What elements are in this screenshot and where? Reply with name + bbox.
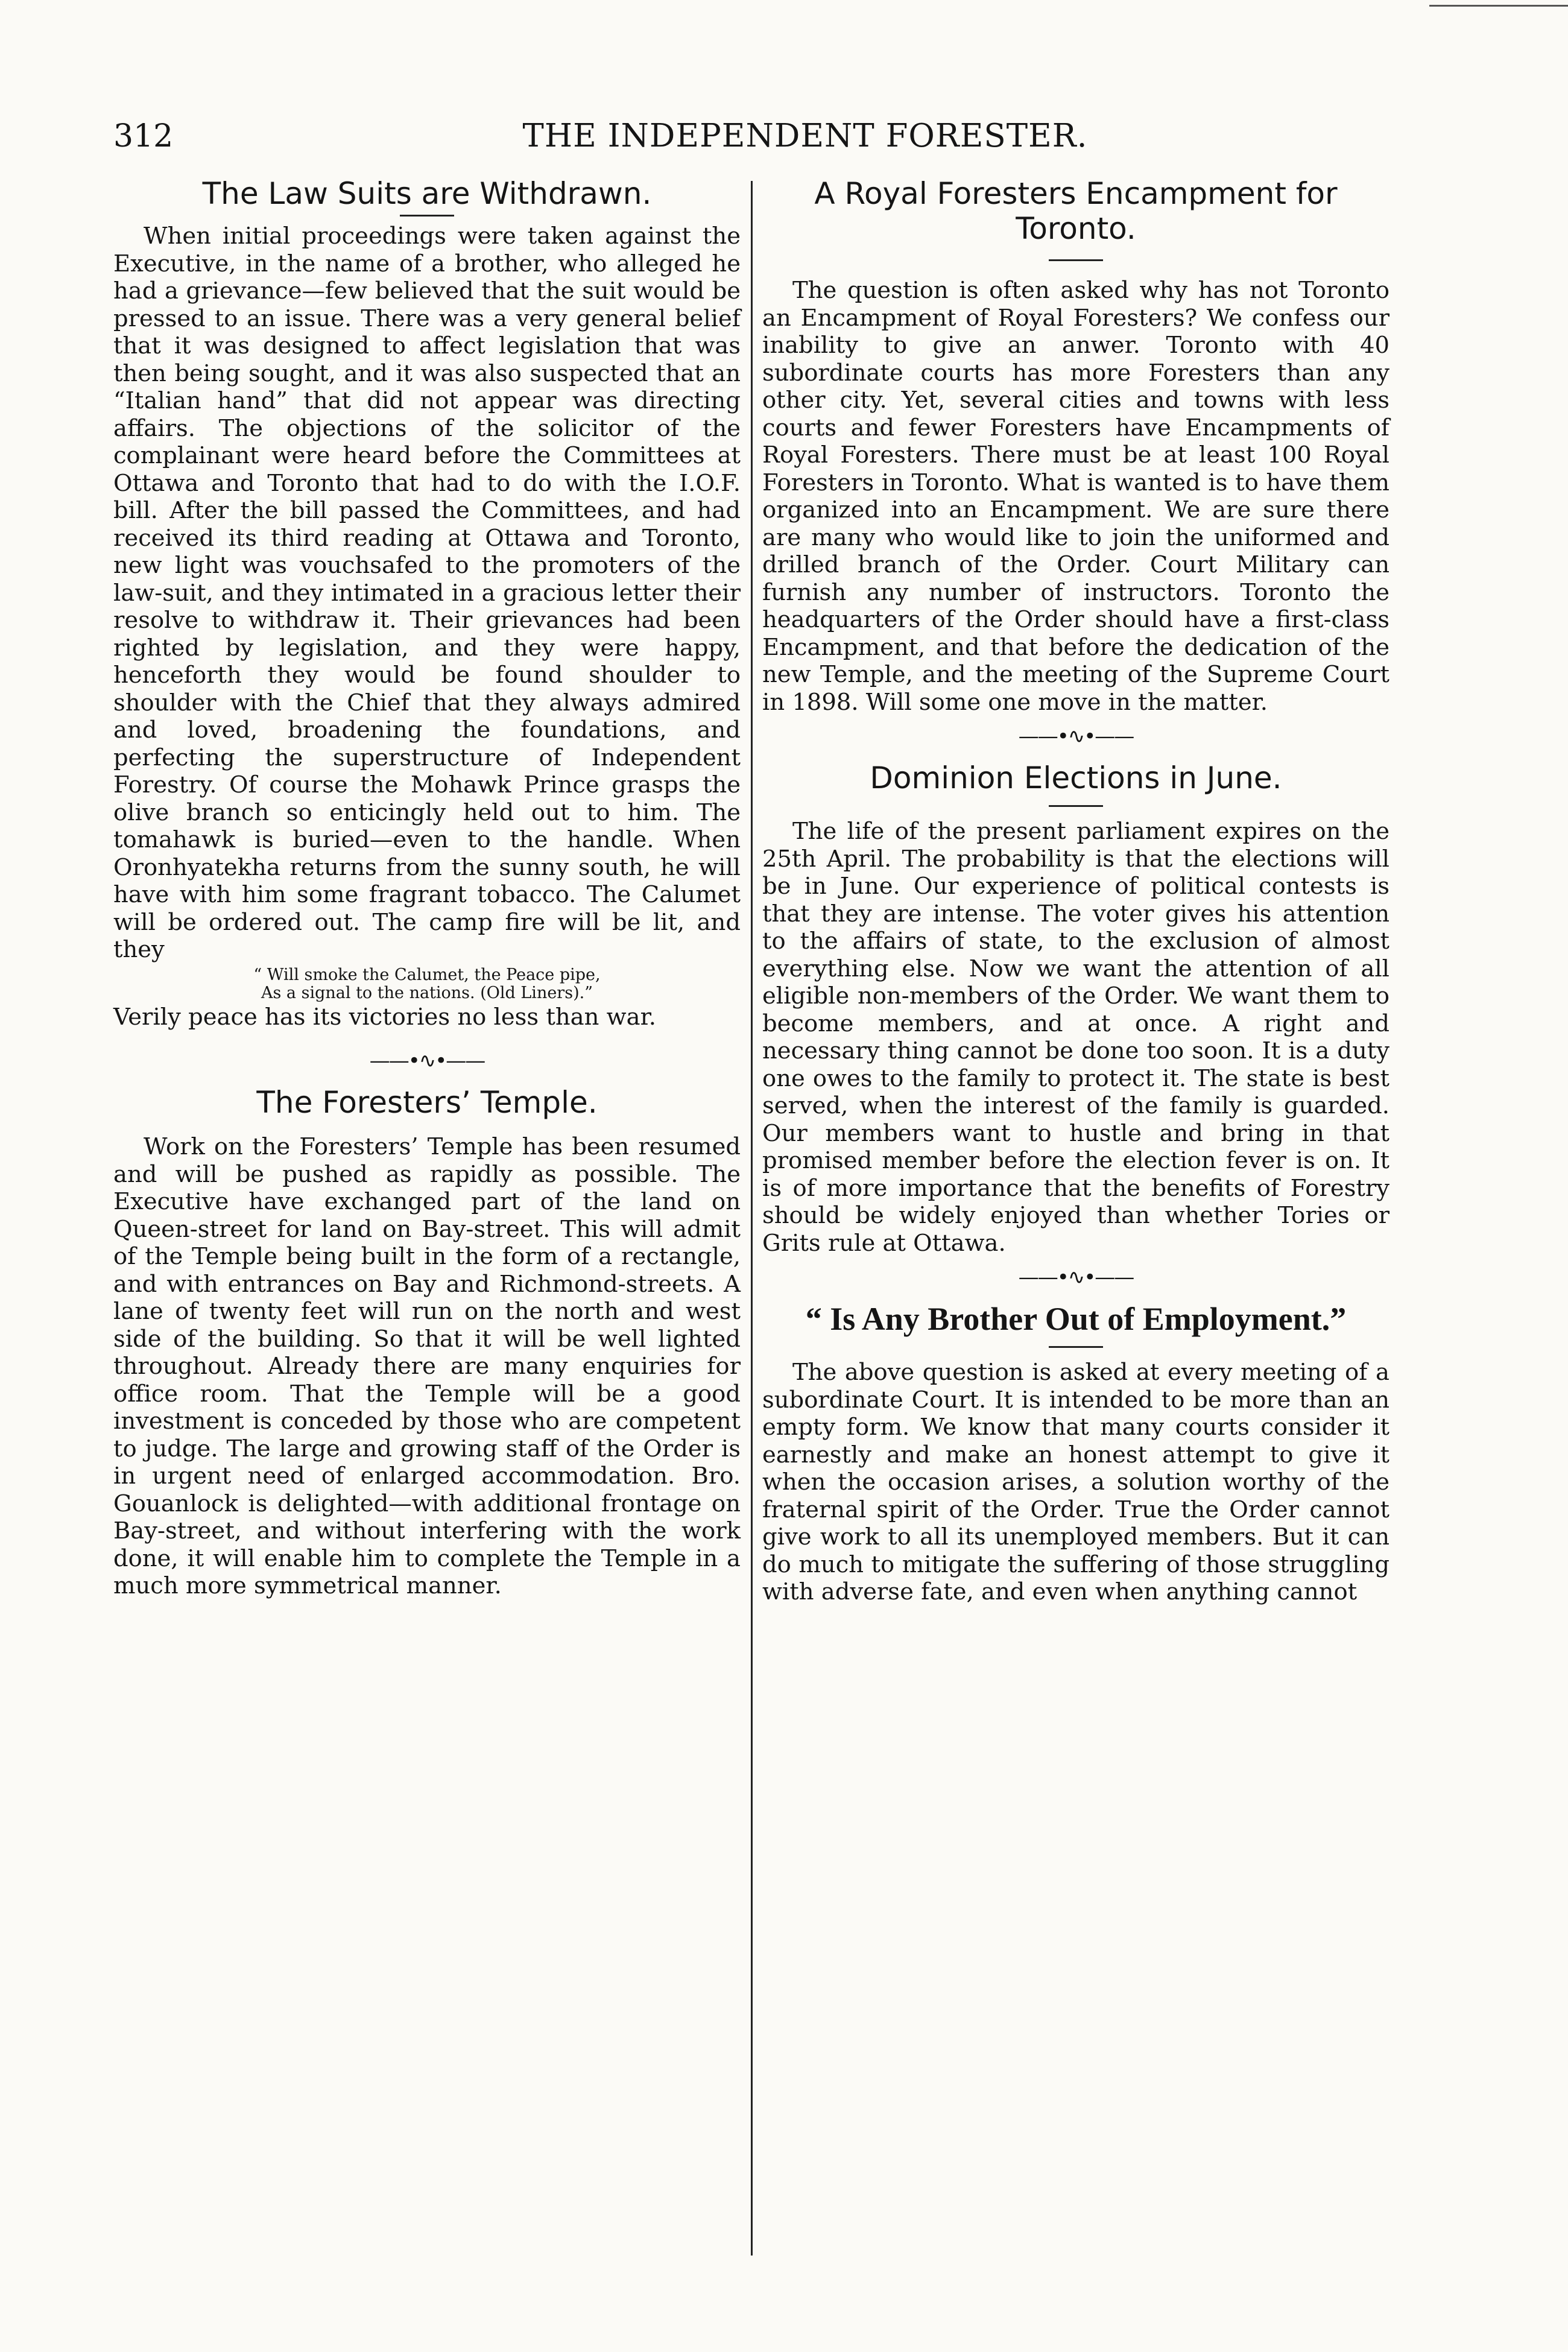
article-law-suits xyxy=(113,176,741,1031)
article-body: Work on the Foresters’ Temple has been resumed and will be pushed as rapidly as possible. The Executive have exchanged part of the land on Queen-street for land on Bay-street. This will admit of the Temple being built in the form of a rectangle, and with entrances on Bay and Richmond-streets. A lane of twenty feet will run on the north and west side of the building. So that it will be well lighted throughout. Already there are many enquiries for office room. That the Temple will be a good investment is conceded by those who are competent to judge. The large and growing staff of the Order is in urgent need of enlarged accommodation. Bro. Gouanlock is delighted—with additional frontage on Bay-street, and without interfering with the work done, it will enable him to complete the Temple in a much more symmetrical manner. xyxy=(113,1133,741,1599)
article-dominion-elections xyxy=(762,760,1389,1257)
article-foresters-temple xyxy=(113,1085,741,1600)
article-title: Dominion Elections in June. xyxy=(870,760,1282,795)
article-brother-employment xyxy=(762,1301,1389,1606)
title-rule xyxy=(1049,805,1103,807)
column-divider xyxy=(751,181,753,2256)
article-title: A Royal Foresters Encampment for Toronto. xyxy=(814,176,1338,246)
section-ornament: ——•∿•—— xyxy=(1018,724,1134,748)
article-title: The Foresters’ Temple. xyxy=(256,1085,598,1120)
article-title: The Law Suits are Withdrawn. xyxy=(202,176,652,211)
verse-line: “ Will smoke the Calumet, the Peace pipe, xyxy=(253,965,601,984)
article-body: The above question is asked at every meeting of a subordinate Court. It is intended to be more than an empty form. We know that many courts consider it earnestly and make an honest attempt to give it when the occasion arises, a solution worthy of the fraternal spirit of the Order. True the Order cannot give work to all its unemployed members. But it can do much to mitigate the suffering of those struggling with adverse fate, and even when anything cannot xyxy=(762,1359,1389,1605)
section-ornament: ——•∿•—— xyxy=(1018,1265,1134,1289)
left-column xyxy=(113,176,741,1600)
article-royal-foresters xyxy=(762,176,1389,716)
article-body: The question is often asked why has not Toronto an Encampment of Royal Foresters? We confess our inability to give an anwer. Toronto with 40 subordinate courts has more Foresters than any other city. Yet, several cities and towns with less courts and fewer Foresters have Encampments of Royal Foresters. There must be at least 100 Royal Foresters in Toronto. What is wanted is to have them organized into an Encampment. We are sure there are many who would like to join the uniformed and drilled branch of the Order. Court Military can furnish any number of instructors. Toronto the headquarters of the Order should have a first-class Encampment, and that before the dedication of the new Temple, and the meeting of the Supreme Court in 1898. Will some one move in the matter. xyxy=(762,277,1389,716)
right-column xyxy=(762,176,1389,1606)
article-body: The life of the present parliament expires on the 25th April. The probability is that the elections will be in June. Our experience of political contests is that they are intense. The voter gives his attention to the affairs of state, to the exclusion of almost everything else. Now we want the attention of all eligible non-members of the Order. We want them to become members, and at once. A right and necessary thing cannot be done too soon. It is a duty one owes to the family to protect it. The state is best served, when the interest of the family is guarded. Our members want to hustle and bring in that promised member before the election fever is on. It is of more importance that the benefits of Forestry should be widely enjoyed than whether Tories or Grits rule at Ottawa. xyxy=(762,818,1389,1257)
title-rule xyxy=(1049,1346,1103,1348)
verse-line: As a signal to the nations. (Old Liners).” xyxy=(261,983,593,1002)
article-title: “ Is Any Brother Out of Employment.” xyxy=(805,1301,1347,1337)
page-number: 312 xyxy=(113,118,174,154)
running-head-title: THE INDEPENDENT FORESTER. xyxy=(522,118,1088,154)
title-rule xyxy=(400,215,454,217)
article-body: When initial proceedings were taken against the Executive, in the name of a brother, who alleged he had a grievance—few believed that the suit would be pressed to an issue. There was a very general belief that it was designed to affect legislation that was then being sought, and it was also suspected that an “Italian hand” that did not appear was directing affairs. The objections of the solicitor of the complainant were heard before the Committees at Ottawa and Toronto that had to do with the I.O.F. bill. After the bill passed the Committees, and had received its third reading at Ottawa and Toronto, new light was vouchsafed to the promoters of the law-suit, and they intimated in a gracious letter their resolve to withdraw it. Their grievances had been righted by legislation, and they were happy, henceforth they would be found shoulder to shoulder with the Chief that they always admired and loved, broadening the foundations, and perfecting the superstructure of Independent Forestry. Of course the Mohawk Prince grasps the olive branch so enticingly held out to him. The tomahawk is buried—even to the handle. When Oronhyatekha returns from the sunny south, he will have with him some fragrant tobacco. The Calumet will be ordered out. The camp fire will be lit, and they xyxy=(113,223,741,963)
quoted-verse xyxy=(113,966,741,1002)
article-closing: Verily peace has its victories no less than war. xyxy=(113,1003,656,1031)
top-edge-rule xyxy=(1429,5,1568,7)
section-ornament: ——•∿•—— xyxy=(369,1049,485,1073)
title-rule xyxy=(1049,259,1103,261)
